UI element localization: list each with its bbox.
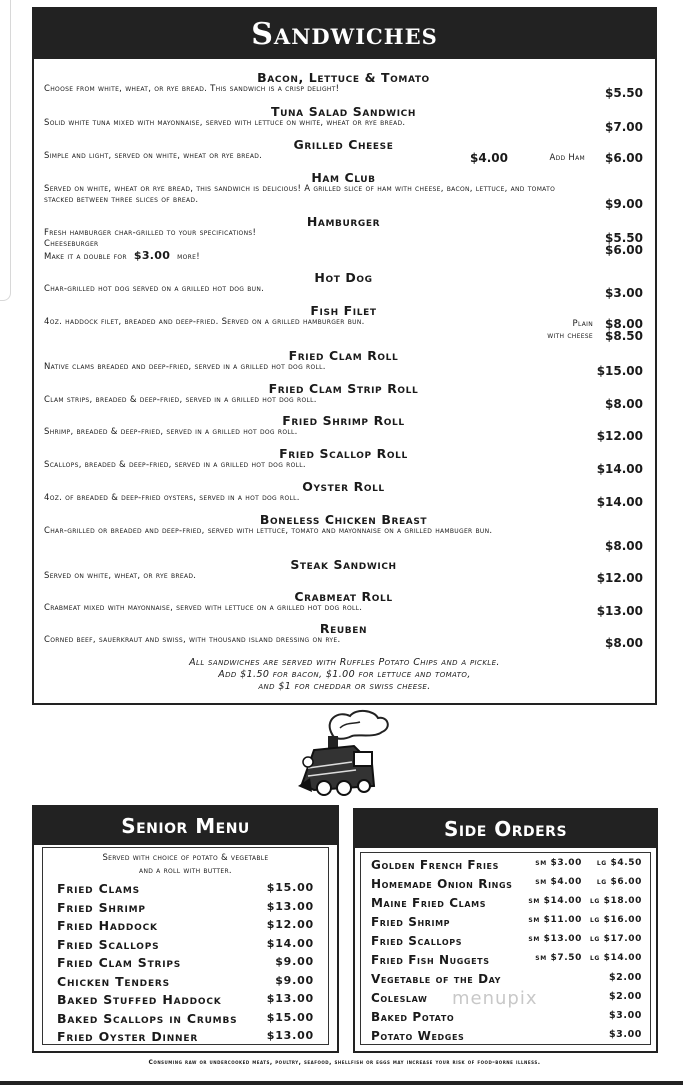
- item-name: Boneless Chicken Breast: [259, 512, 428, 527]
- side-lg-price: $6.00: [610, 877, 642, 887]
- item-name: Grilled Cheese: [293, 137, 394, 152]
- side-orders-title: Side Orders: [355, 810, 656, 848]
- item-price: $8.00: [605, 539, 643, 553]
- item-price: $5.50: [605, 86, 643, 100]
- footnote-line: Add $1.50 for bacon, $1.00 for lettuce and tomato,: [218, 669, 471, 680]
- item-name: Crabmeat Roll: [294, 589, 393, 604]
- item-desc: Corned beef, sauerkraut and swiss, with thousand island dressing on rye.: [44, 635, 341, 645]
- lg-label: lg: [589, 953, 600, 963]
- item-price: $8.00: [605, 636, 643, 650]
- item-name: Reuben: [319, 621, 368, 636]
- senior-subtitle: [43, 852, 328, 878]
- senior-item-name: Chicken Tenders: [57, 974, 170, 989]
- plain-label: Plain: [572, 319, 593, 329]
- menu-item: [44, 621, 643, 650]
- menu-item: [44, 557, 643, 585]
- side-item: [371, 896, 642, 910]
- senior-item: [57, 992, 314, 1007]
- train-icon: [294, 706, 394, 801]
- sandwiches-title: Sandwiches: [34, 9, 655, 59]
- side-sm-price: $13.00: [543, 934, 582, 944]
- item-name: Fried Shrimp Roll: [282, 413, 405, 428]
- senior-item-name: Fried Haddock: [57, 918, 158, 933]
- double-text: Make it a double for: [44, 252, 127, 262]
- menu-item: [44, 381, 643, 411]
- senior-item-name: Fried Clam Strips: [57, 955, 182, 970]
- senior-item-price: $15.00: [266, 881, 314, 894]
- item-name: Fried Scallop Roll: [279, 446, 408, 461]
- side-item-name: Fried Scallops: [371, 934, 463, 948]
- item-name: Oyster Roll: [302, 479, 385, 494]
- menu-item: [44, 70, 643, 100]
- side-item-name: Potato Wedges: [371, 1029, 465, 1043]
- item-desc: Clam strips, breaded & deep-fried, served in a grilled hot dog roll.: [44, 395, 317, 405]
- item-price: $5.50: [605, 231, 643, 245]
- side-lg-price: $17.00: [603, 934, 642, 944]
- item-price-cheese: $8.50: [605, 329, 643, 343]
- item-desc: Simple and light, served on white, wheat or rye bread.: [44, 151, 263, 161]
- menu-item: [44, 303, 643, 343]
- item-price: $14.00: [596, 495, 643, 509]
- menu-item: [44, 137, 643, 165]
- menu-item: [44, 512, 643, 553]
- senior-item: [57, 918, 314, 933]
- side-lg-price: $18.00: [603, 896, 642, 906]
- item-name: Bacon, Lettuce & Tomato: [257, 70, 430, 85]
- side-item-name: Vegetable of the Day: [371, 972, 502, 986]
- senior-menu-section: [32, 805, 339, 1053]
- consumer-disclaimer: Consuming raw or undercooked meats, poultry, seafood, shellfish or eggs may increase your risk of food-borne illness.: [148, 1059, 541, 1066]
- item-desc: 4oz. haddock filet, breaded and deep-fried. Served on a grilled hamburger bun.: [44, 317, 365, 327]
- menu-item: [44, 413, 643, 443]
- side-price: $3.00: [608, 1010, 642, 1021]
- item-name: Fried Clam Strip Roll: [268, 381, 419, 396]
- side-item: [371, 934, 642, 948]
- senior-item-name: Fried Clams: [57, 881, 140, 896]
- side-price: $2.00: [608, 991, 642, 1002]
- item-name: Hot Dog: [314, 270, 373, 285]
- side-item: [371, 858, 642, 872]
- item-desc: Fresh hamburger char-grilled to your specifications!: [44, 228, 257, 238]
- menu-item: [44, 104, 643, 134]
- side-item-name: Homemade Onion Rings: [371, 877, 513, 891]
- senior-subtitle-line: Served with choice of potato & vegetable: [102, 853, 269, 863]
- side-sm-price: $7.50: [550, 953, 582, 963]
- senior-menu-list: [42, 847, 329, 1045]
- add-ham-price: $6.00: [605, 151, 643, 165]
- senior-item: [57, 900, 314, 915]
- sandwich-footnote: [34, 657, 655, 693]
- menu-item: [44, 270, 643, 300]
- page-edge: [0, 0, 11, 301]
- sandwiches-section: [32, 7, 657, 705]
- item-name: Fish Filet: [310, 303, 377, 318]
- item-desc: Solid white tuna mixed with mayonnaise, served with lettuce on white, wheat or rye bread.: [44, 118, 406, 128]
- sm-label: sm: [535, 858, 547, 868]
- lg-label: lg: [589, 896, 600, 906]
- item-price: $4.00: [470, 151, 508, 165]
- side-sm-price: $4.00: [550, 877, 582, 887]
- senior-item: [57, 955, 314, 970]
- item-desc: Shrimp, breaded & deep-fried, served in a grilled hot dog roll.: [44, 427, 298, 437]
- side-sm-price: $11.00: [543, 915, 582, 925]
- senior-item-name: Fried Oyster Dinner: [57, 1029, 199, 1044]
- side-price: $2.00: [608, 972, 642, 983]
- item-price: $15.00: [596, 364, 643, 378]
- item-price: $3.00: [605, 286, 643, 300]
- menu-item: [44, 348, 643, 378]
- sm-label: sm: [528, 915, 540, 925]
- senior-item-name: Fried Scallops: [57, 937, 160, 952]
- side-item: [371, 1010, 642, 1024]
- item-price: $12.00: [596, 429, 643, 443]
- senior-menu-title: Senior Menu: [34, 807, 337, 845]
- sm-label: sm: [528, 896, 540, 906]
- item-name: Ham Club: [311, 170, 376, 185]
- senior-item-price: $13.00: [266, 992, 314, 1005]
- side-item-name: Baked Potato: [371, 1010, 455, 1024]
- senior-item: [57, 881, 314, 896]
- lg-label: lg: [589, 934, 600, 944]
- add-ham-label: Add Ham: [549, 153, 585, 163]
- senior-item-price: $14.00: [266, 937, 314, 950]
- senior-item-price: $9.00: [275, 955, 314, 968]
- side-item: [371, 877, 642, 891]
- item-desc-cheeseburger: Cheeseburger: [44, 239, 99, 249]
- side-item: [371, 915, 642, 929]
- side-lg-price: $16.00: [603, 915, 642, 925]
- side-item-name: Golden French Fries: [371, 858, 499, 872]
- lg-label: lg: [589, 915, 600, 925]
- side-item: [371, 953, 642, 967]
- side-item-name: Coleslaw: [371, 991, 428, 1005]
- senior-item: [57, 1029, 314, 1044]
- side-item-name: Fried Fish Nuggets: [371, 953, 490, 967]
- side-item: [371, 972, 642, 986]
- sm-label: sm: [528, 934, 540, 944]
- item-desc: Served on white, wheat, or rye bread.: [44, 571, 197, 581]
- item-price: $12.00: [596, 571, 643, 585]
- menu-item: [44, 170, 643, 211]
- sm-label: sm: [535, 953, 547, 963]
- item-desc: Crabmeat mixed with mayonnaise, served with lettuce on a grilled hot dog roll.: [44, 603, 363, 613]
- watermark: menupix: [452, 988, 538, 1009]
- item-price-cheeseburger: $6.00: [605, 243, 643, 257]
- with-cheese-label: with cheese: [547, 331, 593, 341]
- senior-item-price: $9.00: [275, 974, 314, 987]
- senior-subtitle-line: and a roll with butter.: [139, 866, 232, 876]
- item-price: $13.00: [596, 604, 643, 618]
- footnote-line: All sandwiches are served with Ruffles Potato Chips and a pickle.: [189, 657, 500, 668]
- lg-label: lg: [596, 858, 607, 868]
- bottom-rule: [0, 1081, 683, 1085]
- item-name: Fried Clam Roll: [288, 348, 399, 363]
- footnote-line: and $1 for cheddar or swiss cheese.: [258, 681, 431, 692]
- item-name: Steak Sandwich: [290, 557, 397, 572]
- senior-item-name: Fried Shrimp: [57, 900, 146, 915]
- senior-item-price: $12.00: [266, 918, 314, 931]
- item-desc: Native clams breaded and deep-fried, served in a grilled hot dog roll.: [44, 362, 326, 372]
- senior-item: [57, 1011, 314, 1026]
- side-item-name: Fried Shrimp: [371, 915, 451, 929]
- item-price: $14.00: [596, 462, 643, 476]
- side-price: $3.00: [608, 1029, 642, 1040]
- item-desc: Char-grilled hot dog served on a grilled hot dog bun.: [44, 284, 265, 294]
- senior-item-name: Baked Stuffed Haddock: [57, 992, 222, 1007]
- menu-item: [44, 446, 643, 476]
- side-sm-price: $3.00: [550, 858, 582, 868]
- side-sm-price: $14.00: [543, 896, 582, 906]
- side-orders-section: [353, 808, 658, 1053]
- senior-item: [57, 937, 314, 952]
- menu-item: [44, 479, 643, 509]
- senior-item: [57, 974, 314, 989]
- lg-label: lg: [596, 877, 607, 887]
- item-desc: Served on white, wheat or rye bread, this sandwich is delicious! A grilled slice of ham with cheese, bacon, lettuce, and tomato stacked between three slices of bread.: [44, 184, 556, 205]
- item-price: $8.00: [605, 397, 643, 411]
- item-price: $9.00: [605, 197, 643, 211]
- senior-item-price: $13.00: [266, 1029, 314, 1042]
- item-desc: 4oz. of breaded & deep-fried oysters, served in a hot dog roll.: [44, 493, 300, 503]
- item-desc: Choose from white, wheat, or rye bread. This sandwich is a crisp delight!: [44, 84, 340, 94]
- item-desc: Scallops, breaded & deep-fried, served in a grilled hot dog roll.: [44, 460, 306, 470]
- senior-item-name: Baked Scallops in Crumbs: [57, 1011, 238, 1026]
- item-name: Hamburger: [306, 214, 381, 229]
- double-price: $3.00: [133, 249, 171, 262]
- side-lg-price: $4.50: [610, 858, 642, 868]
- item-price-plain: $8.00: [605, 317, 643, 331]
- item-price: $7.00: [605, 120, 643, 134]
- menu-item: [44, 589, 643, 618]
- sm-label: sm: [535, 877, 547, 887]
- menu-item: [44, 215, 643, 263]
- senior-item-price: $15.00: [266, 1011, 314, 1024]
- side-lg-price: $14.00: [603, 953, 642, 963]
- side-item-name: Maine Fried Clams: [371, 896, 487, 910]
- senior-item-price: $13.00: [266, 900, 314, 913]
- item-desc: Char-grilled or breaded and deep-fried, served with lettuce, tomato and mayonnaise on a grilled hambuger bun.: [44, 526, 493, 536]
- side-item: [371, 1029, 642, 1043]
- item-desc-double: [44, 250, 513, 263]
- item-name: Tuna Salad Sandwich: [271, 104, 416, 119]
- double-more: more!: [177, 252, 200, 262]
- side-orders-list: [360, 852, 651, 1045]
